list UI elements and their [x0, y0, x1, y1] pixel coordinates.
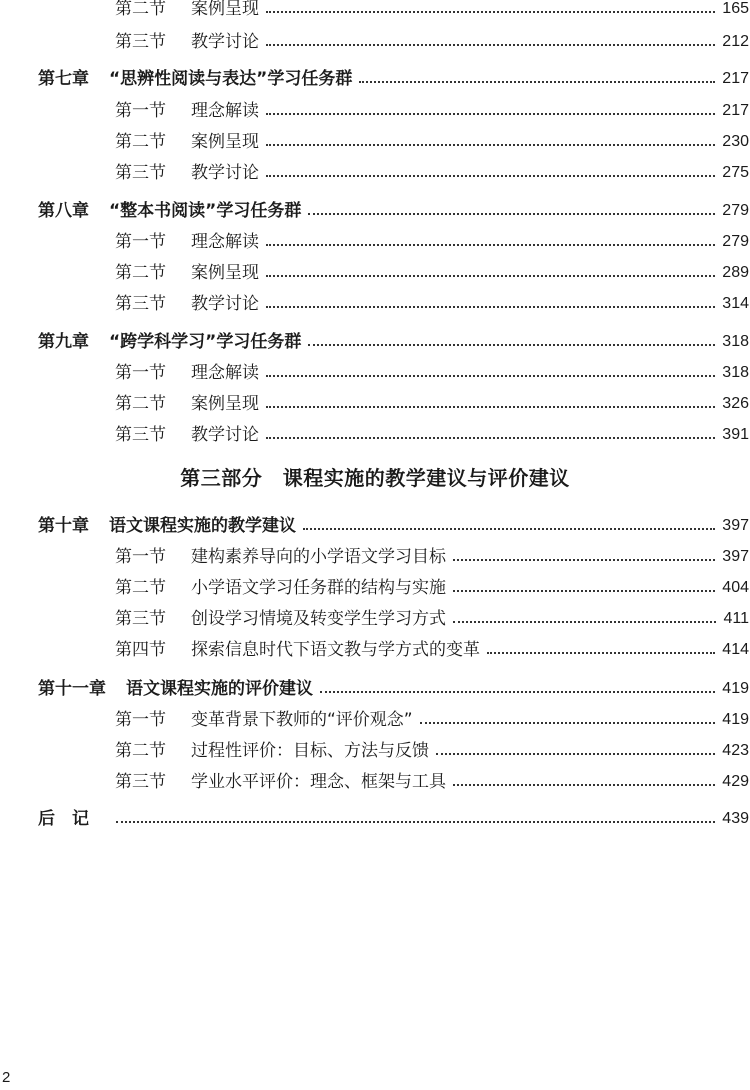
entry-number: 第三节 [115, 163, 166, 183]
page-number: 2 [2, 1069, 11, 1086]
entry-title: 小学语文学习任务群的结构与实施 [191, 578, 446, 598]
dot-leader [116, 820, 715, 823]
entry-page-number: 397 [722, 517, 749, 534]
entry-number: 第一节 [115, 101, 166, 121]
entry-number: 第十章 [38, 516, 89, 536]
entry-page-number: 419 [722, 680, 749, 697]
toc-section-entry [115, 637, 749, 663]
entry-title: 学业水平评价：理念、框架与工具 [191, 772, 446, 792]
entry-page-number: 275 [722, 164, 749, 181]
entry-title: 教学讨论 [191, 32, 259, 52]
toc-section-entry [115, 229, 749, 255]
entry-page-number: 217 [722, 70, 749, 87]
dot-leader [303, 527, 715, 530]
entry-title: 教学讨论 [191, 425, 259, 445]
toc-chapter-entry [38, 329, 749, 355]
part-title: 第三部分 课程实施的教学建议与评价建议 [180, 466, 570, 490]
toc-section-entry [115, 391, 749, 417]
entry-number: 第二节 [115, 394, 166, 414]
entry-number: 第二节 [115, 578, 166, 598]
toc-section-entry [115, 575, 749, 601]
toc-section-entry [115, 544, 749, 570]
entry-number: 第一节 [115, 710, 166, 730]
toc-section-entry [115, 98, 749, 124]
entry-page-number: 411 [723, 610, 749, 627]
entry-number: 第三节 [115, 425, 166, 445]
dot-leader [266, 10, 715, 13]
dot-leader [266, 436, 715, 439]
entry-number: 第二节 [115, 741, 166, 761]
dot-leader [266, 174, 715, 177]
toc-section-entry [115, 422, 749, 448]
entry-number: 第三节 [115, 32, 166, 52]
toc-chapter-entry [38, 806, 749, 832]
entry-title: 过程性评价：目标、方法与反馈 [191, 741, 429, 761]
entry-number: 第三节 [115, 294, 166, 314]
entry-title: 探索信息时代下语文教与学方式的变革 [191, 640, 480, 660]
entry-title: 变革背景下教师的“评价观念” [191, 710, 413, 730]
dot-leader [453, 620, 716, 623]
entry-page-number: 439 [722, 810, 749, 827]
dot-leader [308, 212, 715, 215]
entry-title: 案例呈现 [191, 394, 259, 414]
entry-page-number: 419 [722, 711, 749, 728]
entry-title: 语文课程实施的评价建议 [126, 679, 313, 699]
toc-section-entry [115, 769, 749, 795]
dot-leader [266, 374, 715, 377]
dot-leader [420, 721, 716, 724]
dot-leader [266, 274, 715, 277]
entry-number: 第八章 [38, 201, 89, 221]
entry-page-number: 165 [722, 0, 749, 17]
dot-leader [436, 752, 715, 755]
entry-page-number: 318 [722, 364, 749, 381]
entry-page-number: 423 [722, 742, 749, 759]
toc-section-entry [115, 260, 749, 286]
entry-title: 理念解读 [191, 101, 259, 121]
entry-page-number: 230 [722, 133, 749, 150]
entry-page-number: 279 [722, 202, 749, 219]
dot-leader [266, 43, 715, 46]
entry-number: 第三节 [115, 609, 166, 629]
entry-page-number: 326 [722, 395, 749, 412]
toc-section-entry [115, 360, 749, 386]
dot-leader [359, 80, 715, 83]
entry-page-number: 318 [722, 333, 749, 350]
entry-title: “整本书阅读”学习任务群 [109, 201, 302, 221]
entry-title: 案例呈现 [191, 263, 259, 283]
toc-section-entry [115, 707, 749, 733]
entry-number: 第三节 [115, 772, 166, 792]
entry-page-number: 314 [722, 295, 749, 312]
entry-number: 后 记 [38, 809, 89, 829]
dot-leader [266, 112, 715, 115]
dot-leader [320, 690, 715, 693]
entry-number: 第二节 [115, 132, 166, 152]
entry-page-number: 391 [722, 426, 749, 443]
entry-number: 第四节 [115, 640, 166, 660]
entry-page-number: 279 [722, 233, 749, 250]
dot-leader [453, 589, 715, 592]
entry-title: “思辨性阅读与表达”学习任务群 [109, 69, 353, 89]
entry-page-number: 429 [722, 773, 749, 790]
toc-section-entry [115, 129, 749, 155]
dot-leader [453, 783, 715, 786]
toc-section-entry [115, 606, 749, 632]
entry-number: 第一节 [115, 363, 166, 383]
dot-leader [266, 143, 715, 146]
entry-number: 第七章 [38, 69, 89, 89]
entry-page-number: 217 [722, 102, 749, 119]
entry-title: 案例呈现 [191, 132, 259, 152]
toc-section-entry [115, 29, 749, 55]
dot-leader [266, 243, 715, 246]
toc-section-entry [115, 0, 749, 22]
dot-leader [266, 305, 715, 308]
entry-title: 理念解读 [191, 363, 259, 383]
toc-section-entry [115, 291, 749, 317]
entry-title: 理念解读 [191, 232, 259, 252]
dot-leader [266, 405, 715, 408]
toc-chapter-entry [38, 198, 749, 224]
toc-chapter-entry [38, 66, 749, 92]
entry-title: 语文课程实施的教学建议 [109, 516, 296, 536]
toc-section-entry [115, 160, 749, 186]
entry-title: 创设学习情境及转变学生学习方式 [191, 609, 446, 629]
entry-number: 第一节 [115, 547, 166, 567]
entry-title: 教学讨论 [191, 294, 259, 314]
toc-chapter-entry [38, 676, 749, 702]
entry-page-number: 212 [722, 33, 749, 50]
entry-title: 建构素养导向的小学语文学习目标 [191, 547, 446, 567]
entry-number: 第二节 [115, 263, 166, 283]
toc-section-entry [115, 738, 749, 764]
entry-page-number: 414 [722, 641, 749, 658]
entry-title: 案例呈现 [191, 0, 259, 19]
entry-page-number: 404 [722, 579, 749, 596]
entry-number: 第九章 [38, 332, 89, 352]
entry-number: 第一节 [115, 232, 166, 252]
toc-chapter-entry [38, 513, 749, 539]
dot-leader [308, 343, 715, 346]
entry-number: 第二节 [115, 0, 166, 19]
entry-page-number: 289 [722, 264, 749, 281]
entry-title: “跨学科学习”学习任务群 [109, 332, 302, 352]
dot-leader [453, 558, 715, 561]
entry-number: 第十一章 [38, 679, 106, 699]
dot-leader [487, 651, 715, 654]
entry-title: 教学讨论 [191, 163, 259, 183]
entry-page-number: 397 [722, 548, 749, 565]
